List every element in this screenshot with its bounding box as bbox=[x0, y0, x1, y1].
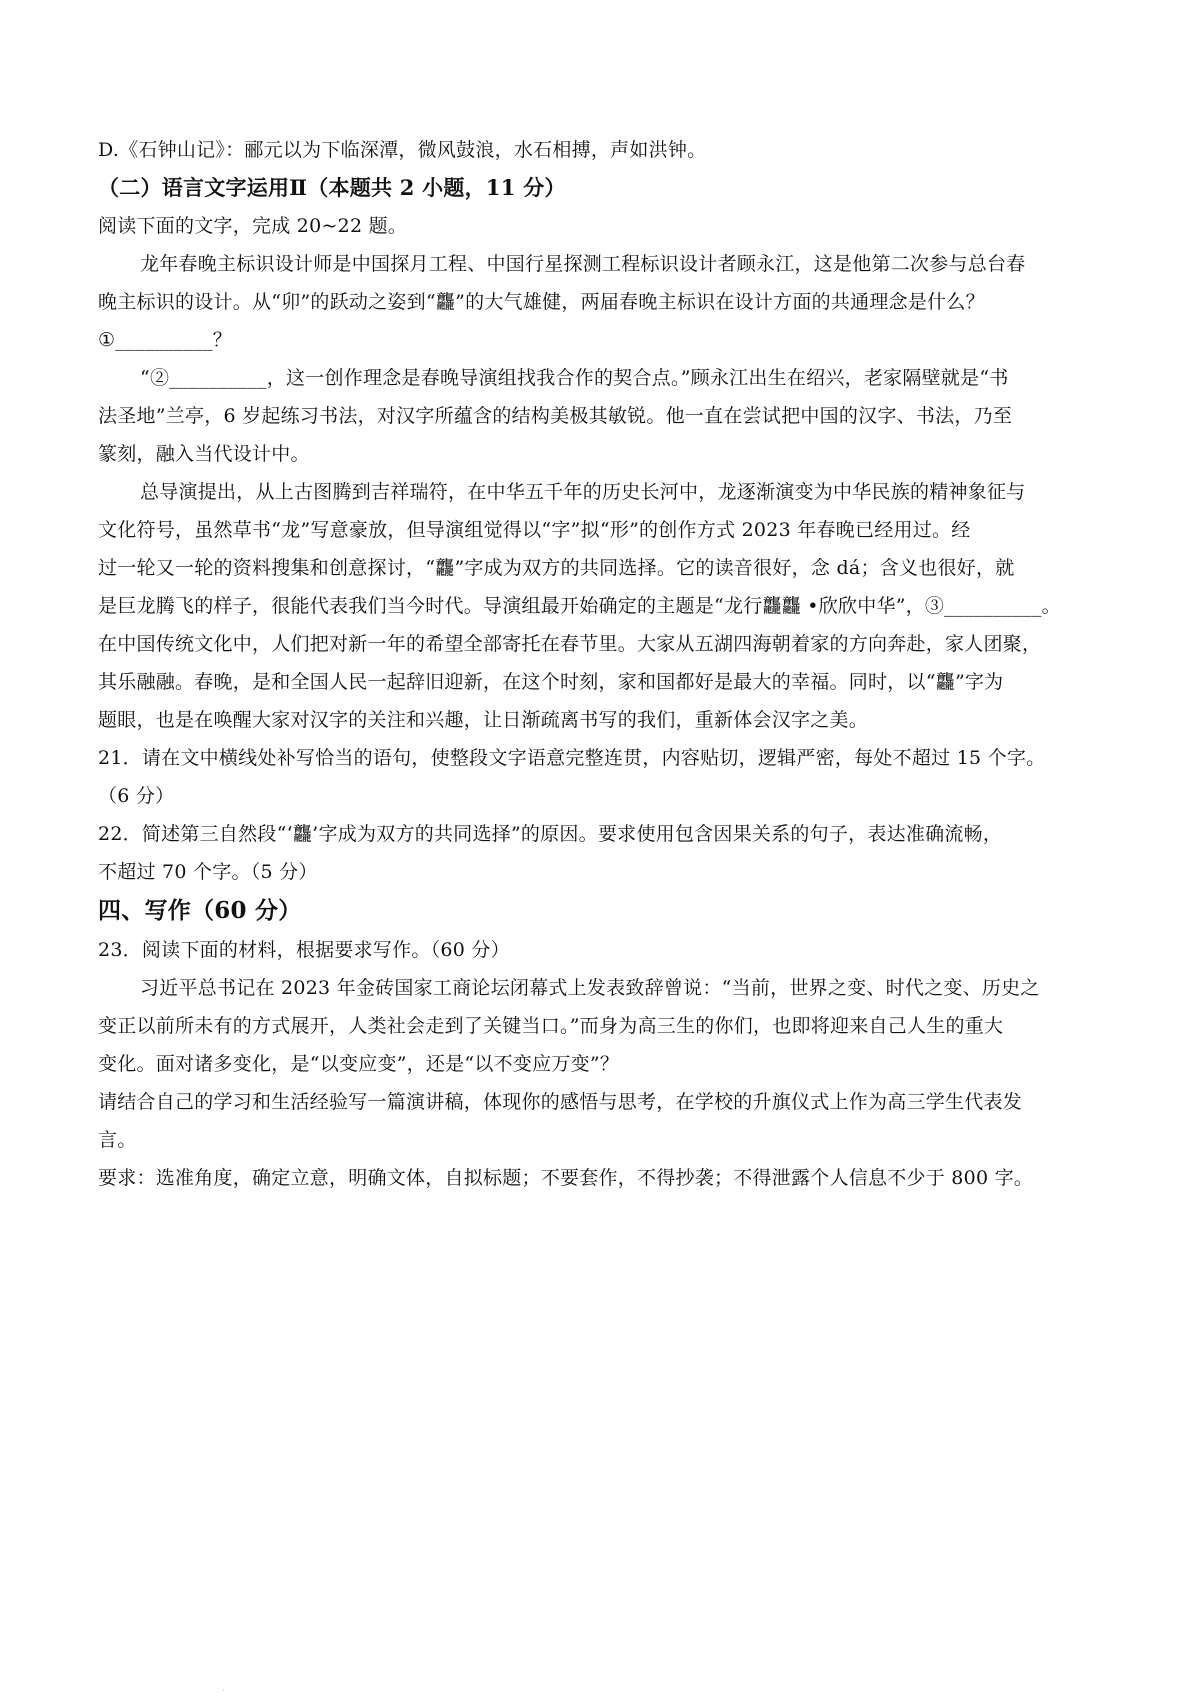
passage-line: 晚主标识的设计。从“卯”的跃动之姿到“龘”的大气雄健，两届春晚主标识在设计方面的共通理念是什么？ bbox=[98, 291, 985, 313]
passage-line: 过一轮又一轮的资料搜集和创意探讨，“龘”字成为双方的共同选择。它的读音很好，念 dá；含义也很好，就 bbox=[98, 557, 1015, 579]
writing-task: 言。 bbox=[98, 1129, 137, 1151]
material-line: 变化。面对诸多变化，是“以变应变”，还是“以不变应万变”？ bbox=[98, 1053, 620, 1075]
passage-line: 在中国传统文化中，人们把对新一年的希望全部寄托在春节里。大家从五湖四海朝着家的方向奔赴，家人团聚， bbox=[98, 633, 1042, 655]
passage-line: “②__________，这一创作理念是春晚导演组找我合作的契合点。”顾永江出生在绍兴，老家隔壁就是“书 bbox=[140, 367, 1009, 389]
question-22-points: 不超过 70 个字。（5 分） bbox=[98, 861, 318, 883]
section-title: （二）语言文字运用Ⅱ（本题共 2 小题，11 分） bbox=[98, 175, 566, 200]
writing-requirements: 要求：选准角度，确定立意，明确文体，自拟标题；不要套作，不得抄袭；不得泄露个人信息不少于 800 字。 bbox=[98, 1167, 1034, 1189]
material-line: 习近平总书记在 2023 年金砖国家工商论坛闭幕式上发表致辞曾说：“当前，世界之变、时代之变、历史之 bbox=[140, 977, 1040, 999]
question-22: 22．简述第三自然段“‘龘’字成为双方的共同选择”的原因。要求使用包含因果关系的句子，表达准确流畅， bbox=[98, 823, 1003, 845]
question-21-points: （6 分） bbox=[98, 785, 175, 807]
passage-line: 文化符号，虽然草书“龙”写意豪放，但导演组觉得以“字”拟“形”的创作方式 2023 年春晚已经用过。经 bbox=[98, 519, 971, 541]
blank-1-line: ①__________？ bbox=[98, 329, 233, 351]
passage-line: 题眼，也是在唤醒大家对汉字的关注和兴趣，让日渐疏离书写的我们，重新体会汉字之美。 bbox=[98, 709, 869, 731]
exam-content bbox=[98, 131, 1110, 1197]
reading-instruction: 阅读下面的文字，完成 20~22 题。 bbox=[98, 215, 408, 237]
option-d: D.《石钟山记》：郦元以为下临深潭，微风鼓浪，水石相搏，声如洪钟。 bbox=[98, 139, 707, 161]
writing-section-title: 四、写作（60 分） bbox=[98, 897, 302, 924]
question-23: 23．阅读下面的材料，根据要求写作。（60 分） bbox=[98, 939, 510, 961]
passage-line: 法圣地”兰亭，6 岁起练习书法，对汉字所蕴含的结构美极其敏锐。他一直在尝试把中国的汉字、书法，乃至 bbox=[98, 405, 1013, 427]
passage-line: 总导演提出，从上古图腾到吉祥瑞符，在中华五千年的历史长河中，龙逐渐演变为中华民族的精神象征与 bbox=[140, 481, 1026, 503]
passage-line: 篆刻，融入当代设计中。 bbox=[98, 443, 310, 465]
writing-task: 请结合自己的学习和生活经验写一篇演讲稿，体现你的感悟与思考，在学校的升旗仪式上作为高三学生代表发 bbox=[98, 1091, 1023, 1113]
passage-line: 是巨龙腾飞的样子，很能代表我们当今时代。导演组最开始确定的主题是“龙行龘龘 •欣欣中华”，③__________。 bbox=[98, 595, 1061, 617]
material-line: 变正以前所未有的方式展开，人类社会走到了关键当口。”而身为高三生的你们，也即将迎来自己人生的重大 bbox=[98, 1015, 1004, 1037]
passage-line: 其乐融融。春晚，是和全国人民一起辞旧迎新，在这个时刻，家和国都好是最大的幸福。同时，以“龘”字为 bbox=[98, 671, 1004, 693]
passage-line: 龙年春晚主标识设计师是中国探月工程、中国行星探测工程标识设计者顾永江，这是他第二次参与总台春 bbox=[140, 253, 1026, 275]
question-21: 21．请在文中横线处补写恰当的语句，使整段文字语意完整连贯，内容贴切，逻辑严密，每处不超过 15 个字。 bbox=[98, 747, 1046, 769]
footer-mark: · bbox=[222, 1686, 225, 1696]
